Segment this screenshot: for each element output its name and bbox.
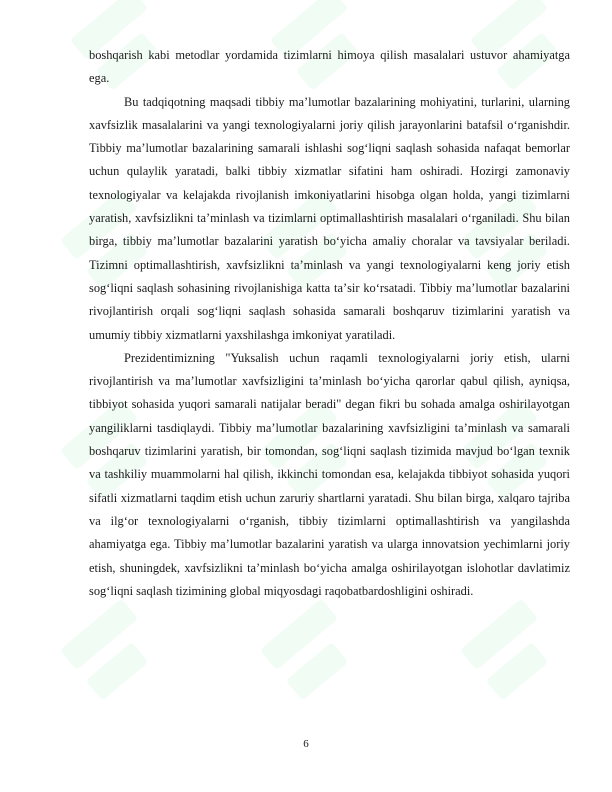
paragraph-president-quote: Prezidentimizning "Yuksalish uchun raqamli texnologiyalarni joriy etish, ularni rivojlantirish va maʼlumotlar xavfsizligini taʼminlash boʻyicha qarorlar qabul qilish, ayniqsa, tibbiyot sohasida yuqori samarali natijalar beradi" degan fikri bu sohada amalga oshirilayotgan yangiliklarni tasdiqlaydi. Tibbiy maʼlumotlar bazalarining xavfsizligini taʼminlash va samarali boshqaruv tizimlarini yaratish, bir tomondan, sogʻliqni saqlash tizimida mavjud boʻlgan texnik va tashkiliy muammolarni hal qilish, ikkinchi tomondan esa, kelajakda tibbiyot sohasida yuqori sifatli xizmatlarni taqdim etish uchun zaruriy shartlarni yaratadi. Shu bilan birga, xalqaro tajriba va ilgʻor texnologiyalarni oʻrganish, tibbiy tizimlarni optimallashtirish va yangilashda ahamiyatga ega. Tibbiy maʼlumotlar bazalarini yaratish va ularga innovatsion yechimlarni joriy etish, shuningdek, xavfsizlikni taʼminlash boʻyicha amalga oshirilayotgan islohotlar davlatimiz sogʻliqni saqlash tizimining global miqyosdagi raqobatbardoshligini oshiradi.	[89, 350, 570, 598]
paragraph-continuation: boshqarish kabi metodlar yordamida tizimlarni himoya qilish masalalari ustuvor ahamiyatga ega.	[89, 48, 570, 86]
page-number: 6	[303, 738, 309, 750]
body-text	[89, 44, 570, 603]
paragraph-research-goal: Bu tadqiqotning maqsadi tibbiy maʼlumotlar bazalarining mohiyatini, turlarini, ularning xavfsizlik masalalarini va yangi texnologiyalarni joriy qilish jarayonlarini batafsil oʻrganishdir. Tibbiy maʼlumotlar bazalarining samarali ishlashi sogʻliqni saqlash sohasida nafaqat bemorlar uchun qulaylik yaratadi, balki tibbiy xizmatlar sifatini ham oshiradi. Hozirgi zamonaviy texnologiyalar va kelajakda rivojlanish imkoniyatlarini hisobga olgan holda, yangi tizimlarni yaratish, xavfsizlikni taʼminlash va tizimlarni optimallashtirish masalalari oʻrganiladi. Shu bilan birga, tibbiy maʼlumotlar bazalarini yaratish boʻyicha amaliy choralar va tavsiyalar beriladi. Tizimni optimallashtirish, xavfsizlikni taʼminlash va yangi texnologiyalarni keng joriy etish sogʻliqni saqlash sohasining rivojlanishiga katta taʼsir koʻrsatadi. Tibbiy maʼlumotlar bazalarini rivojlantirish orqali sogʻliqni saqlash sohasida samarali boshqaruv tizimlarini yaratish va umumiy tibbiy xizmatlarni yaxshilashga imkoniyat yaratiladi.	[89, 94, 570, 342]
